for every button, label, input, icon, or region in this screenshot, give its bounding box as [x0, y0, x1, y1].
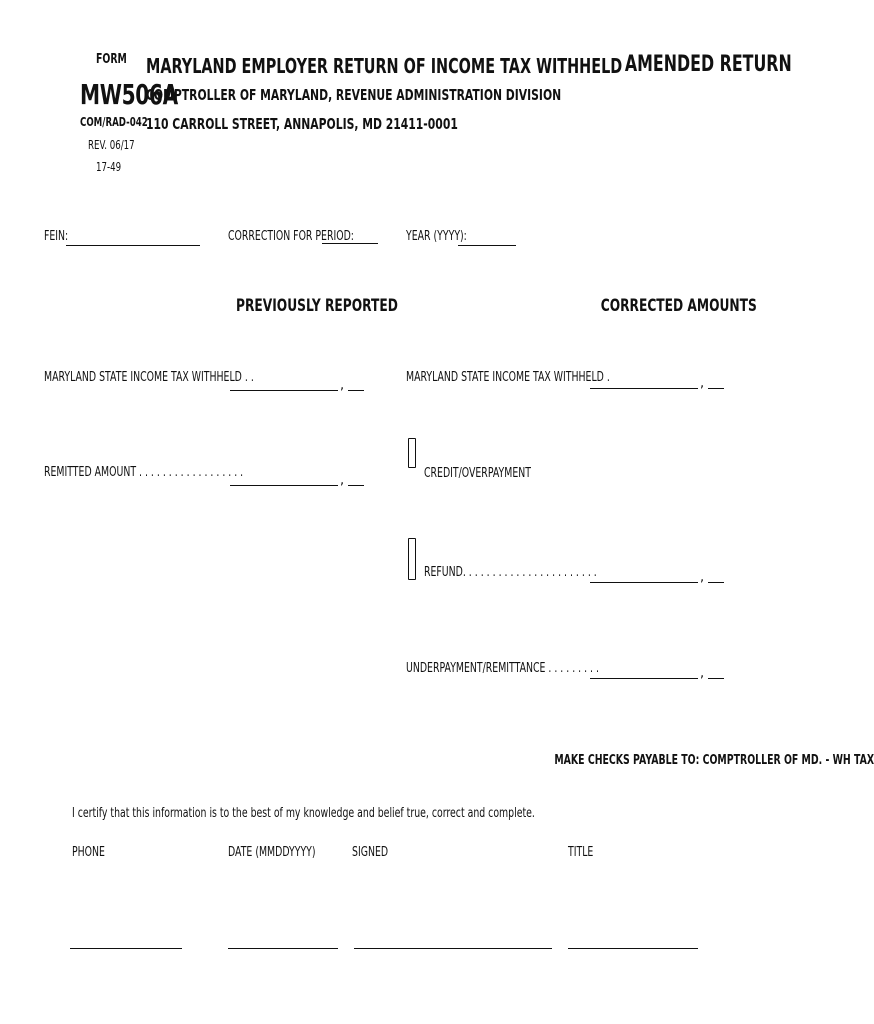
- prev-remitted-dollars-field[interactable]: [230, 485, 338, 486]
- correction-period-label: CORRECTION FOR PERIOD:: [228, 229, 354, 244]
- signature-field[interactable]: [354, 948, 552, 949]
- underpayment-dollars-field[interactable]: [590, 678, 698, 679]
- refund-separator: ,: [700, 570, 705, 585]
- refund-dollars-field[interactable]: [590, 582, 698, 583]
- signed-label: SIGNED: [352, 845, 389, 860]
- phone-label: PHONE: [72, 845, 105, 860]
- certification-statement: I certify that this information is to the best of my knowledge and belief true, correct and complete.: [72, 806, 535, 821]
- fein-field[interactable]: [66, 245, 200, 246]
- title-label: TITLE: [568, 845, 594, 860]
- make-checks-payable-note: MAKE CHECKS PAYABLE TO: COMPTROLLER OF MD. - WH TAX: [554, 753, 874, 768]
- prev-tax-withheld-dollars-field[interactable]: [230, 390, 338, 391]
- year-label: YEAR (YYYY):: [406, 229, 467, 244]
- refund-label: REFUND. . . . . . . . . . . . . . . . . . . . . . .: [424, 565, 597, 580]
- date-field[interactable]: [228, 948, 338, 949]
- prev-remitted-label: REMITTED AMOUNT . . . . . . . . . . . . . . . . . .: [44, 465, 244, 480]
- previously-reported-heading: PREVIOUSLY REPORTED: [236, 296, 398, 316]
- form-revision: REV. 06/17: [88, 138, 135, 152]
- corr-tax-withheld-label: MARYLAND STATE INCOME TAX WITHHELD .: [406, 370, 610, 385]
- corr-tax-withheld-dollars-field[interactable]: [590, 388, 698, 389]
- year-field[interactable]: [458, 245, 516, 246]
- prev-tax-withheld-separator: ,: [340, 378, 345, 393]
- date-label: DATE (MMDDYYYY): [228, 845, 316, 860]
- prev-tax-withheld-label: MARYLAND STATE INCOME TAX WITHHELD . .: [44, 370, 254, 385]
- refund-cents-field[interactable]: [708, 582, 724, 583]
- form-sequence: 17-49: [96, 160, 122, 174]
- underpayment-label: UNDERPAYMENT/REMITTANCE . . . . . . . . .: [406, 661, 599, 676]
- form-title: MARYLAND EMPLOYER RETURN OF INCOME TAX WITHHELD: [146, 54, 623, 78]
- prev-tax-withheld-cents-field[interactable]: [348, 390, 364, 391]
- fein-label: FEIN:: [44, 229, 69, 244]
- underpayment-cents-field[interactable]: [708, 678, 724, 679]
- prev-remitted-cents-field[interactable]: [348, 485, 364, 486]
- corrected-amounts-heading: CORRECTED AMOUNTS: [600, 296, 757, 316]
- title-field[interactable]: [568, 948, 698, 949]
- credit-overpayment-checkbox[interactable]: [408, 438, 416, 468]
- correction-period-field[interactable]: [322, 243, 378, 244]
- form-code: COM/RAD-042: [80, 115, 148, 129]
- prev-remitted-separator: ,: [340, 473, 345, 488]
- corr-tax-withheld-cents-field[interactable]: [708, 388, 724, 389]
- form-label: FORM: [96, 52, 127, 67]
- form-number: MW506A: [80, 78, 178, 111]
- underpayment-separator: ,: [700, 666, 705, 681]
- refund-checkbox[interactable]: [408, 538, 416, 580]
- corr-tax-withheld-separator: ,: [700, 376, 705, 391]
- amended-return-label: AMENDED RETURN: [624, 52, 792, 77]
- agency-name: COMPTROLLER OF MARYLAND, REVENUE ADMINISTRATION DIVISION: [146, 86, 562, 104]
- phone-field[interactable]: [70, 948, 182, 949]
- credit-overpayment-label: CREDIT/OVERPAYMENT: [424, 466, 531, 481]
- agency-address: 110 CARROLL STREET, ANNAPOLIS, MD 21411-0001: [146, 115, 458, 133]
